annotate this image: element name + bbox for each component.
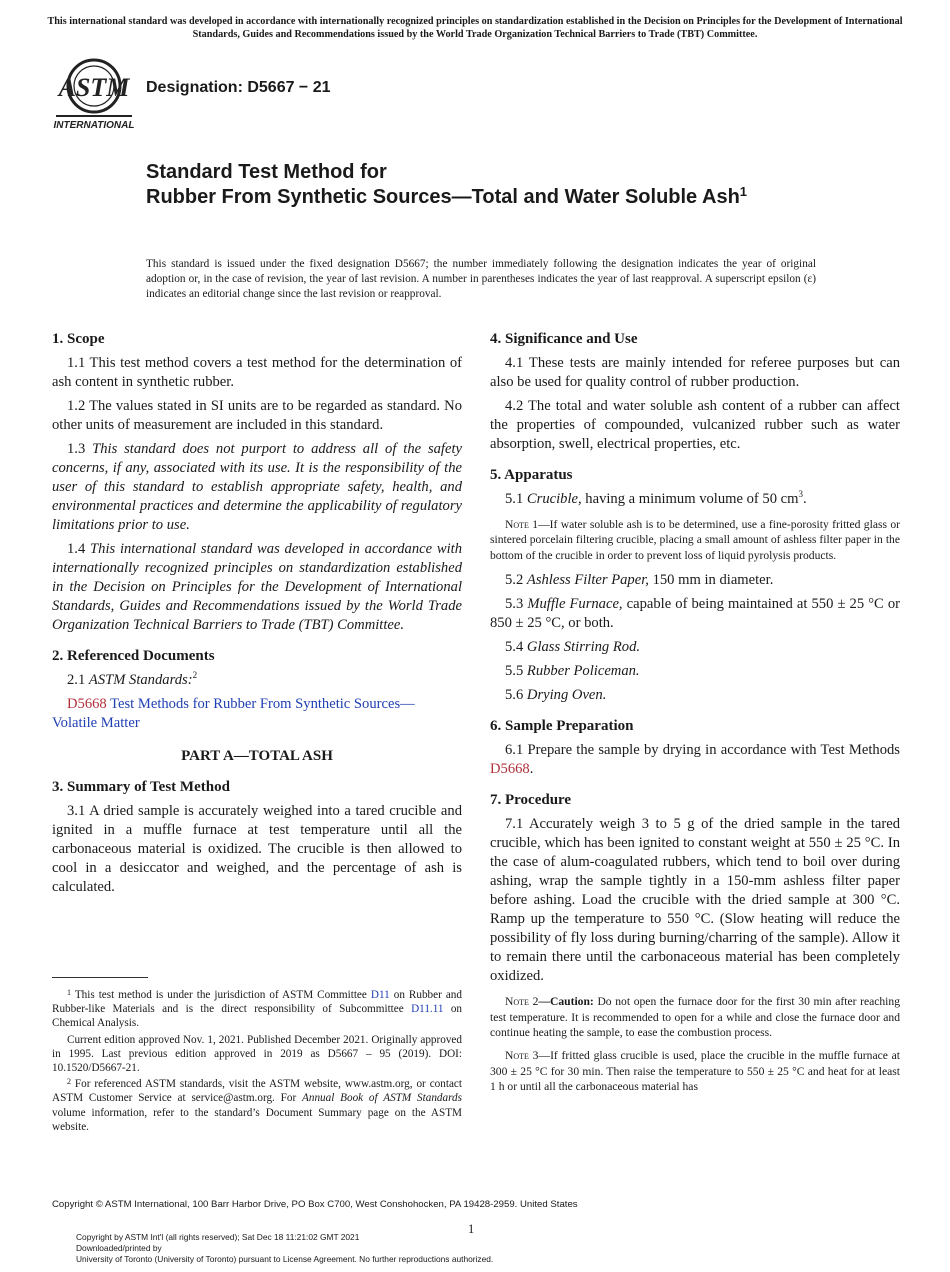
para-1-2: 1.2 The values stated in SI units are to be regarded as standard. No other units of measurement are included in this standard. (52, 398, 462, 433)
copyright-line: Copyright © ASTM International, 100 Barr Harbor Drive, PO Box C700, West Conshohocken, PA 19428-2959. United States (52, 1199, 578, 1210)
title-line-2: Rubber From Synthetic Sources—Total and Water Soluble Ash$^1$ (146, 184, 748, 208)
document-title (146, 160, 846, 210)
footnote-1: $^1$ This test method is under the jurisdiction of ASTM Committee D11 on Rubber and Rubber-like Materials and is the direct responsibility of Subcommittee D11.11 on Chemical Analysis. (52, 988, 463, 1030)
ref-d5668-link[interactable]: D5668 (490, 761, 530, 778)
logo-text: INTERNATIONAL (53, 120, 135, 131)
section-4-heading: 4. Significance and Use (490, 331, 638, 347)
footnote-divider (52, 977, 148, 978)
para-5-4: 5.4 Glass Stirring Rod. (505, 639, 641, 656)
footnote-1-edition: Current edition approved Nov. 1, 2021. Published December 2021. Originally approved in 1995. Last previous edition approved in 2019 as D5667 – 95 (2019). DOI: 10.1520/D5667-21. (52, 1033, 462, 1075)
page-number: 1 (468, 1222, 475, 1236)
para-1-3: 1.3 This standard does not purport to address all of the safety concerns, if any, associated with its use. It is the responsibility of the user of this standard to establish appropriate safety, health, and environmental practices and determine the applicability of regulatory limitations prior to use. (52, 441, 462, 533)
para-3-1: 3.1 A dried sample is accurately weighed into a tared crucible and ignited in a muffle furnace at test temperature until all the carbonaceous material is oxidized. The crucible is then allowed to cool in a desiccator and weighed, and the percentage of ash is calculated. (52, 803, 462, 895)
d11-11-link[interactable]: D11.11 (411, 1003, 444, 1016)
para-2-1: 2.1 ASTM Standards:$^2$ (67, 670, 198, 688)
left-column (52, 330, 462, 902)
header-note: This international standard was developed in accordance with internationally recognized principles on standardization established in the Decision on Principles for the Development of International Standards, Guides and Recommendations issued by the World Trade Organization Technical Barriers to Trade (TBT) Committee. (47, 16, 903, 40)
astm-logo (52, 56, 136, 134)
para-5-6: 5.6 Drying Oven. (505, 687, 607, 704)
para-7-1: 7.1 Accurately weigh 3 to 5 g of the dried sample in the tared crucible, which has been ignited to constant weight at 550 ± 25 °C. In the case of alum-coagulated rubbers, which tend to boil over during ashing, wrap the sample tightly in a 150-mm ashless filter paper before ashing. Load the crucible with the dried sample at 300 °C. Ramp up the temperature to 550 °C. (Slow heating will reduce the possibility of fly loss during burning/charring of the sample). Allow it to remain there until the carbonaceous material has been completely oxidized. (490, 816, 900, 985)
right-column (490, 330, 900, 1103)
para-1-1: 1.1 This test method covers a test method for the determination of ash content in synthetic rubber. (52, 355, 462, 390)
section-5-heading: 5. Apparatus (490, 467, 573, 483)
para-1-4: 1.4 This international standard was developed in accordance with internationally recognized principles on standardization established in the Decision on Principles for the Development of International Standards, Guides and Recommendations issued by the World Trade Organization Technical Barriers to Trade (TBT) Committee. (52, 541, 463, 633)
para-6-1: 6.1 Prepare the sample by drying in accordance with Test Methods D5668. (490, 742, 900, 778)
note-2: Note 2—Caution: Do not open the furnace door for the first 30 min after reaching test temperature. It is recommended to open for a while and close the furnace door and continue heating the sample, to ease the combustion process. (490, 995, 900, 1040)
para-5-5: 5.5 Rubber Policeman. (505, 663, 640, 680)
note-3: Note 3—If fritted glass crucible is used, place the crucible in the muffle furnace at 300 ± 25 °C for 30 min. Then raise the temperature to 550 ± 25 °C and heat for at least 1 h or until all the carbonaceous material has (490, 1049, 900, 1094)
para-5-2: 5.2 Ashless Filter Paper, 150 mm in diameter. (505, 572, 774, 589)
para-5-1: 5.1 Crucible, having a minimum volume of 50 $cm^3$. (505, 489, 807, 507)
footnote-2: $^2$ For referenced ASTM standards, visit the ASTM website, www.astm.org, or contact ASTM Customer Service at service@astm.org. For Annual Book of ASTM Standards volume information, refer to the standard’s Document Summary page on the ASTM website. (52, 1077, 462, 1133)
ref-code-link[interactable]: D5668 (67, 696, 107, 712)
download-notice: Copyright by ASTM Int'l (all rights reserved); Sat Dec 18 11:21:02 GMT 2021 Downloaded/printed by University of Toronto (University of Toronto) pursuant to License Agreement. No further reproductions authorized. (76, 1232, 494, 1264)
section-3-heading: 3. Summary of Test Method (52, 779, 230, 795)
part-a-heading: PART A—TOTAL ASH (181, 748, 333, 764)
svg-text:ASTM: ASTM (58, 73, 130, 102)
note-1: Note 1—If water soluble ash is to be determined, use a fine-porosity fritted glass or sintered porcelain filtering crucible, placing a small amount of ashless filter paper in the bottom of the crucible in order to prevent loss of liquid pyrolysis products. (490, 518, 900, 562)
section-7-heading: 7. Procedure (490, 792, 572, 809)
section-1-heading: 1. Scope (52, 331, 105, 347)
title-line-1: Standard Test Method for (146, 161, 387, 183)
section-6-heading: 6. Sample Preparation (490, 718, 634, 735)
para-4-2: 4.2 The total and water soluble ash content of a rubber can affect the properties of compounded, vulcanized rubber such as water absorption, swell, electrical properties, etc. (490, 398, 900, 452)
designation: Designation: D5667 − 21 (146, 79, 331, 96)
reference-d5668[interactable] (67, 695, 462, 714)
footnotes (52, 988, 462, 1136)
para-4-1: 4.1 These tests are mainly intended for referee purposes but can also be used for quality control of rubber production. (490, 355, 900, 390)
para-5-3: 5.3 Muffle Furnace, capable of being maintained at 550 ± 25 °C or 850 ± 25 °C, or both. (490, 596, 900, 632)
issued-note: This standard is issued under the fixed designation D5667; the number immediately following the designation indicates the year of original adoption or, in the case of revision, the year of last revision. A number in parentheses indicates the year of last reapproval. A superscript epsilon (ε) indicates an editorial change since the last revision or reapproval. (146, 258, 816, 300)
section-2-heading: 2. Referenced Documents (52, 648, 215, 664)
ref-title-link[interactable]: Test Methods for Rubber From Synthetic Sources— (110, 696, 415, 712)
title-footnote-mark: 1 (739, 184, 748, 199)
d11-link[interactable]: D11 (370, 989, 390, 1001)
reference-d5668-cont[interactable]: Volatile Matter (52, 715, 140, 731)
